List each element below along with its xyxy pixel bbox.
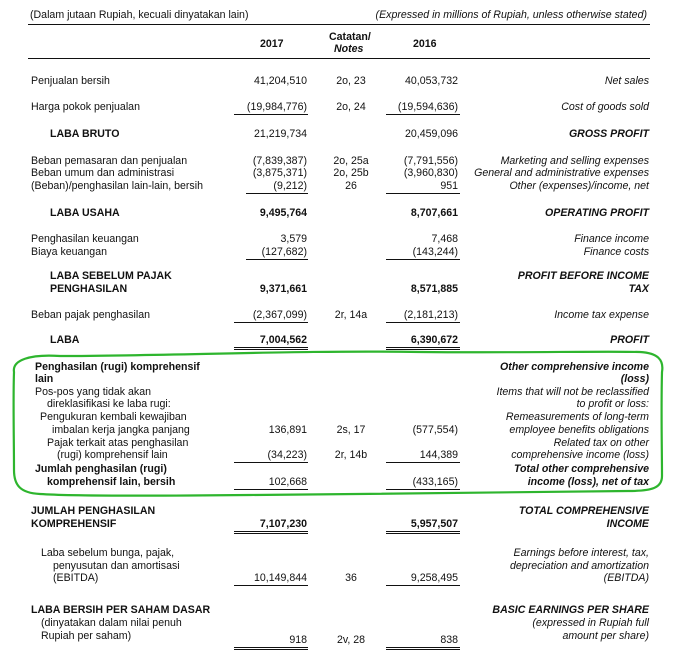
row-profit-2016: 6,390,672 xyxy=(410,334,458,346)
header-bottom-rule xyxy=(28,58,650,59)
row-related-tax-2016: 144,389 xyxy=(419,449,458,461)
row-finance-costs-2016: (143,244) xyxy=(412,246,458,258)
row-total-ci-line2: KOMPREHENSIF xyxy=(31,518,117,530)
row-related-tax-english-line2: comprehensive income (loss) xyxy=(511,449,649,461)
row-eps-english-line2: (expressed in Rupiah full xyxy=(532,617,649,629)
row-ebitda-line3: (EBITDA) xyxy=(53,572,99,584)
underline xyxy=(386,647,460,648)
row-cogs-2016: (19,594,636) xyxy=(397,101,458,113)
column-header-notes-line2: Notes xyxy=(334,43,364,55)
row-finance-costs-2017: (127,682) xyxy=(261,246,307,258)
row-eps-line1: LABA BERSIH PER SAHAM DASAR xyxy=(31,604,211,616)
row-other-english: Other (expenses)/income, net xyxy=(509,180,649,192)
underline xyxy=(246,259,308,260)
underline xyxy=(386,489,460,490)
row-remeasure-english-line1: Remeasurements of long-term xyxy=(505,411,649,423)
row-remeasure-note: 2s, 17 xyxy=(336,424,366,436)
underline xyxy=(234,585,308,586)
row-net-sales-english: Net sales xyxy=(604,75,649,87)
row-operating-profit-english: OPERATING PROFIT xyxy=(545,207,649,219)
underline xyxy=(234,347,308,348)
row-related-tax-english-line1: Related tax on other xyxy=(553,437,649,449)
row-ga-label: Beban umum dan administrasi xyxy=(31,167,175,179)
row-profit-label: LABA xyxy=(50,334,80,346)
underline xyxy=(246,193,308,194)
row-remeasure-english-line2: employee benefits obligations xyxy=(509,424,649,436)
row-net-sales-label: Penjualan bersih xyxy=(31,75,110,87)
underline xyxy=(386,114,460,115)
row-income-tax-2017: (2,367,099) xyxy=(252,309,307,321)
row-income-tax-note: 2r, 14a xyxy=(334,309,368,321)
row-ebitda-2016: 9,258,495 xyxy=(410,572,458,584)
row-oci-items-line1: Pos-pos yang tidak akan xyxy=(35,386,152,398)
row-finance-costs-english: Finance costs xyxy=(583,246,649,258)
row-gross-profit-english: GROSS PROFIT xyxy=(568,128,649,140)
row-operating-profit-2017: 9,495,764 xyxy=(259,207,307,219)
row-pbt-label-line2: PENGHASILAN xyxy=(50,283,128,295)
row-cogs-2017: (19,984,776) xyxy=(246,101,307,113)
row-income-tax-english: Income tax expense xyxy=(554,309,649,321)
row-finance-income-label: Penghasilan keuangan xyxy=(31,233,139,245)
row-selling-note: 2o, 25a xyxy=(333,155,369,167)
row-ebitda-english-line2: depreciation and amortization xyxy=(510,560,649,572)
row-ebitda-line1: Laba sebelum bunga, pajak, xyxy=(41,547,175,559)
row-ebitda-line2: penyusutan dan amortisasi xyxy=(53,560,180,572)
row-finance-income-2016: 7,468 xyxy=(431,233,458,245)
row-finance-income-english: Finance income xyxy=(574,233,649,245)
row-total-oci-english-line1: Total other comprehensive xyxy=(513,463,649,475)
row-total-ci-line1: JUMLAH PENGHASILAN xyxy=(31,505,156,517)
row-finance-income-2017: 3,579 xyxy=(280,233,307,245)
underline xyxy=(386,462,460,463)
row-net-sales-2016: 40,053,732 xyxy=(404,75,458,87)
row-eps-line2: (dinyatakan dalam nilai penuh xyxy=(41,617,182,629)
row-remeasure-line1: Pengukuran kembali kewajiban xyxy=(40,411,187,423)
header-right-caption: (Expressed in millions of Rupiah, unless otherwise stated) xyxy=(375,9,647,21)
row-selling-2016: (7,791,556) xyxy=(403,155,458,167)
row-oci-head-line2: lain xyxy=(35,373,54,385)
row-gross-profit-2016: 20,459,096 xyxy=(404,128,458,140)
row-ga-2016: (3,960,830) xyxy=(403,167,458,179)
row-cogs-label: Harga pokok penjualan xyxy=(31,101,140,113)
underline xyxy=(234,462,308,463)
row-total-oci-line1: Jumlah penghasilan (rugi) xyxy=(35,463,167,475)
row-oci-items-english-line1: Items that will not be reclassified xyxy=(496,386,649,398)
row-gross-profit-label: LABA BRUTO xyxy=(50,128,120,140)
underline xyxy=(234,349,308,350)
row-related-tax-2017: (34,223) xyxy=(267,449,307,461)
row-gross-profit-2017: 21,219,734 xyxy=(253,128,307,140)
row-remeasure-line2: imbalan kerja jangka panjang xyxy=(52,424,190,436)
row-profit-english: PROFIT xyxy=(610,334,649,346)
underline xyxy=(234,114,308,115)
row-ga-note: 2o, 25b xyxy=(333,167,369,179)
row-total-ci-2017: 7,107,230 xyxy=(259,518,307,530)
row-eps-english-line1: BASIC EARNINGS PER SHARE xyxy=(492,604,649,616)
row-total-oci-line2: komprehensif lain, bersih xyxy=(47,476,176,488)
row-oci-head-line1: Penghasilan (rugi) komprehensif xyxy=(35,361,200,373)
row-oci-items-line2: direklasifikasi ke laba rugi: xyxy=(47,398,171,410)
underline xyxy=(386,585,460,586)
row-selling-label: Beban pemasaran dan penjualan xyxy=(31,155,188,167)
header-left-caption: (Dalam jutaan Rupiah, kecuali dinyatakan lain) xyxy=(30,9,249,21)
column-header-2016: 2016 xyxy=(413,38,437,50)
row-ebitda-note: 36 xyxy=(345,572,357,584)
row-pbt-label-line1: LABA SEBELUM PAJAK xyxy=(50,270,172,282)
underline xyxy=(386,531,460,532)
row-net-sales-2017: 41,204,510 xyxy=(253,75,307,87)
row-related-tax-line1: Pajak terkait atas penghasilan xyxy=(47,437,189,449)
row-oci-head-english-line2: (loss) xyxy=(620,373,649,385)
row-operating-profit-2016: 8,707,661 xyxy=(410,207,458,219)
row-eps-2017: 918 xyxy=(289,634,307,646)
row-finance-costs-label: Biaya keuangan xyxy=(31,246,107,258)
underline xyxy=(386,349,460,350)
row-pbt-english-line2: TAX xyxy=(628,283,649,295)
row-other-2016: 951 xyxy=(440,180,458,192)
row-related-tax-line2: (rugi) komprehensif lain xyxy=(57,449,168,461)
underline xyxy=(386,322,460,323)
row-other-label: (Beban)/penghasilan lain-lain, bersih xyxy=(31,180,203,192)
underline xyxy=(386,193,460,194)
underline xyxy=(234,489,308,490)
row-eps-2016: 838 xyxy=(440,634,458,646)
underline xyxy=(234,647,308,648)
row-profit-2017: 7,004,562 xyxy=(259,334,307,346)
row-net-sales-note: 2o, 23 xyxy=(336,75,366,87)
row-selling-english: Marketing and selling expenses xyxy=(500,155,649,167)
row-ga-2017: (3,875,371) xyxy=(252,167,307,179)
row-ebitda-english-line1: Earnings before interest, tax, xyxy=(513,547,649,559)
row-other-2017: (9,212) xyxy=(273,180,307,192)
row-eps-note: 2v, 28 xyxy=(336,634,366,646)
underline xyxy=(234,649,308,650)
underline xyxy=(234,531,308,532)
row-income-tax-label: Beban pajak penghasilan xyxy=(31,309,150,321)
underline xyxy=(386,347,460,348)
row-ga-english: General and administrative expenses xyxy=(474,167,649,179)
underline xyxy=(234,322,308,323)
underline xyxy=(234,533,308,534)
row-ebitda-english-line3: (EBITDA) xyxy=(603,572,649,584)
row-eps-line3: Rupiah per saham) xyxy=(41,630,132,642)
row-total-oci-2017: 102,668 xyxy=(268,476,307,488)
row-pbt-english-line1: PROFIT BEFORE INCOME xyxy=(517,270,649,282)
row-pbt-2017: 9,371,661 xyxy=(259,283,307,295)
row-oci-head-english-line1: Other comprehensive income xyxy=(500,361,649,373)
row-ebitda-2017: 10,149,844 xyxy=(253,572,307,584)
header-top-rule xyxy=(28,24,650,25)
row-total-oci-english-line2: income (loss), net of tax xyxy=(527,476,649,488)
underline xyxy=(386,649,460,650)
row-selling-2017: (7,839,387) xyxy=(252,155,307,167)
row-cogs-note: 2o, 24 xyxy=(336,101,366,113)
underline xyxy=(386,259,460,260)
row-operating-profit-label: LABA USAHA xyxy=(50,207,120,219)
column-header-2017: 2017 xyxy=(260,38,284,50)
row-related-tax-note: 2r, 14b xyxy=(334,449,368,461)
row-total-ci-2016: 5,957,507 xyxy=(410,518,458,530)
row-total-ci-english-line1: TOTAL COMPREHENSIVE xyxy=(518,505,649,517)
row-remeasure-2017: 136,891 xyxy=(268,424,307,436)
row-cogs-english: Cost of goods sold xyxy=(561,101,649,113)
underline xyxy=(386,533,460,534)
column-header-notes-line1: Catatan/ xyxy=(329,31,371,43)
row-total-ci-english-line2: INCOME xyxy=(606,518,649,530)
row-pbt-2016: 8,571,885 xyxy=(410,283,458,295)
row-remeasure-2016: (577,554) xyxy=(412,424,458,436)
row-other-note: 26 xyxy=(345,180,357,192)
row-oci-items-english-line2: to profit or loss: xyxy=(576,398,649,410)
row-income-tax-2016: (2,181,213) xyxy=(403,309,458,321)
row-eps-english-line3: amount per share) xyxy=(562,630,649,642)
row-total-oci-2016: (433,165) xyxy=(412,476,458,488)
